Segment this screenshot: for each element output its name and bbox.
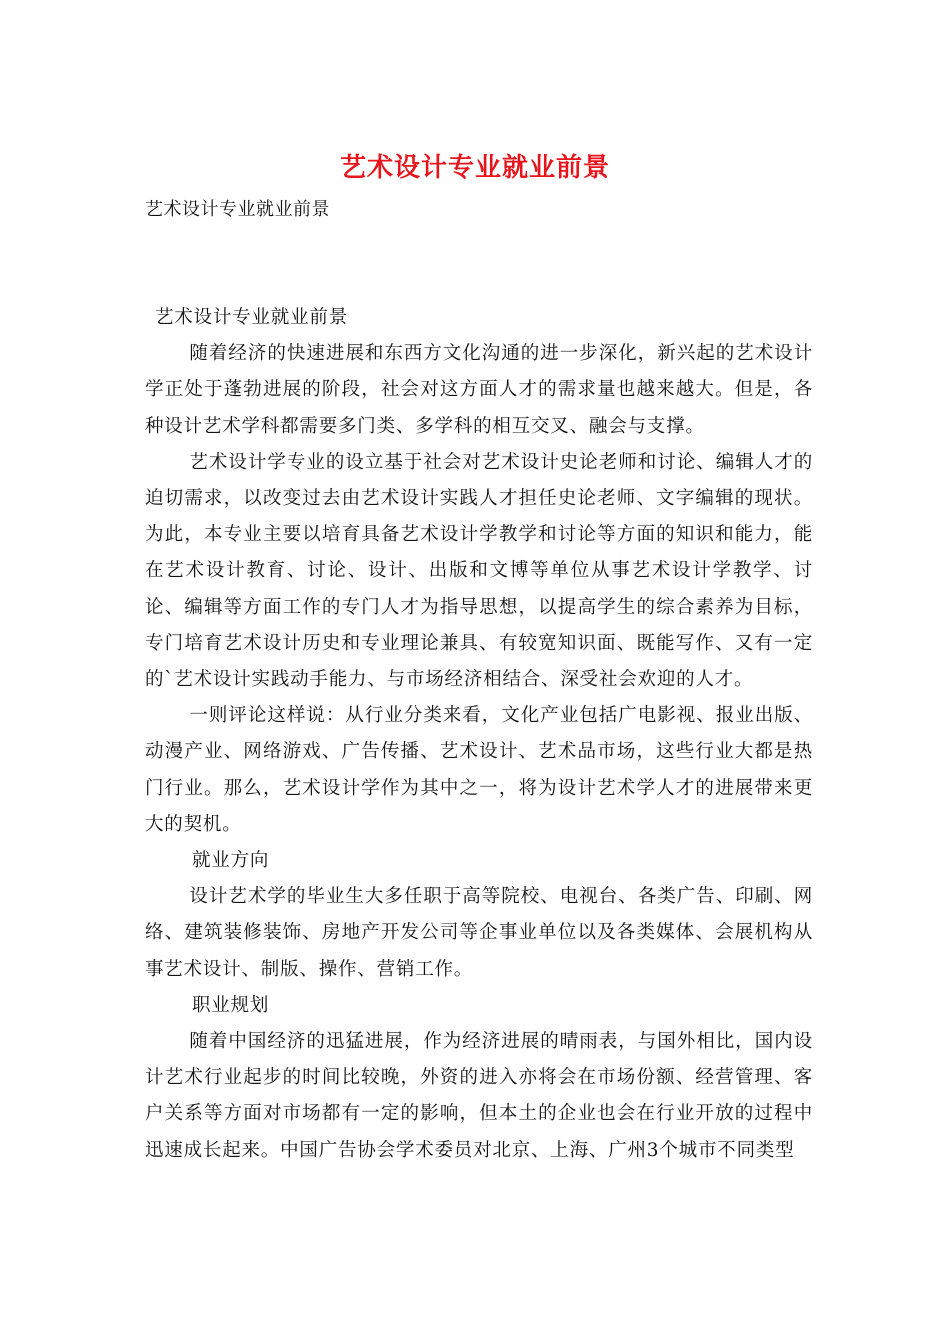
paragraph-major: 艺术设计学专业的设立基于社会对艺术设计史论老师和讨论、编辑人才的迫切需求，以改变过去由艺术设计实践人才担任史论老师、文字编辑的现状。为此，本专业主要以培育具备艺术设计学教学和讨论等方面的知识和能力，能在艺术设计教育、讨论、设计、出版和文博等单位从事艺术设计学教学、讨论、编辑等方面工作的专门人才为指导思想，以提高学生的综合素养为目标，专门培育艺术设计历史和专业理论兼具、有较宽知识面、既能写作、又有一定的`艺术设计实践动手能力、与市场经济相结合、深受社会欢迎的人才。 <box>145 451 813 691</box>
paragraph-employment-direction: 设计艺术学的毕业生大多任职于高等院校、电视台、各类广告、印刷、网络、建筑装修装饰、房地产开发公司等企事业单位以及各类媒体、会展机构从事艺术设计、制版、操作、营销工作。 <box>145 886 813 980</box>
document-subtitle: 艺术设计专业就业前景 <box>145 199 330 220</box>
paragraph-intro: 随着经济的快速进展和东西方文化沟通的进一步深化，新兴起的艺术设计学正处于蓬勃进展的阶段，社会对这方面人才的需求量也越来越大。但是，各种设计艺术学科都需要多门类、多学科的相互交叉、融会与支撑。 <box>145 343 813 437</box>
paragraph-career-planning: 随着中国经济的迅猛进展，作为经济进展的晴雨表，与国外相比，国内设计艺术行业起步的时间比较晚，外资的进入亦将会在市场份额、经营管理、客户关系等方面对市场都有一定的影响，但本土的企业也会在行业开放的过程中迅速成长起来。中国广告协会学术委员对北京、上海、广州3个城市不同类型 <box>145 1031 813 1161</box>
heading-career-planning: 职业规划 <box>192 994 270 1016</box>
document-title: 艺术设计专业就业前景 <box>339 153 610 183</box>
section-lead: 艺术设计专业就业前景 <box>155 307 349 328</box>
heading-employment-direction: 就业方向 <box>192 850 270 872</box>
document-body <box>145 300 813 1169</box>
paragraph-commentary: 一则评论这样说：从行业分类来看，文化产业包括广电影视、报业出版、动漫产业、网络游戏、广告传播、艺术设计、艺术品市场，这些行业大都是热门行业。那么，艺术设计学作为其中之一，将为设计艺术学人才的进展带来更大的契机。 <box>145 705 813 835</box>
